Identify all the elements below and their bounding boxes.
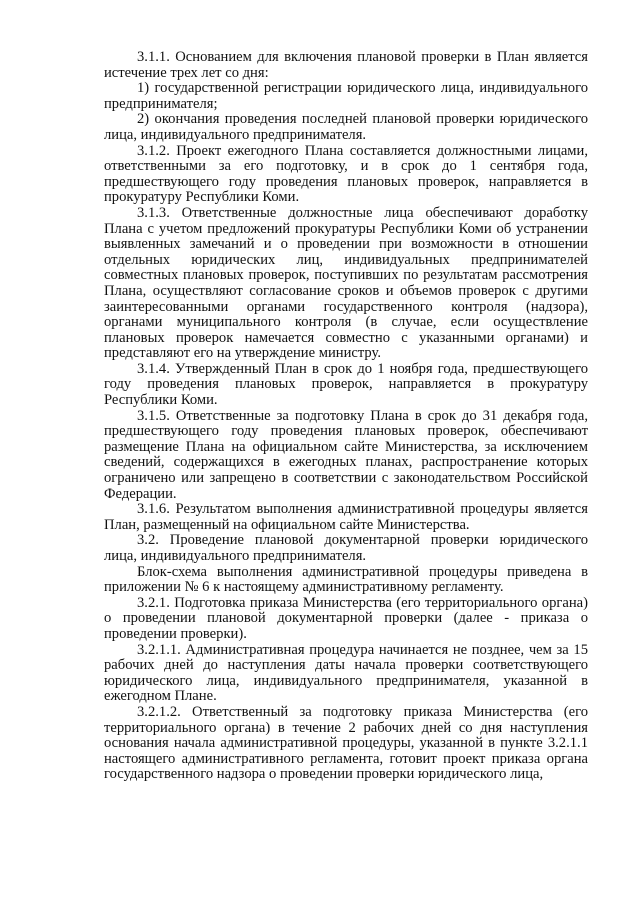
paragraph-3-2: 3.2. Проведение плановой документарной проверки юридического лица, индивидуального предпринимателя. bbox=[104, 532, 588, 564]
paragraph-3-1-5: 3.1.5. Ответственные за подготовку Плана в срок до 31 декабря года, предшествующего году проведения плановых проверок, обеспечивают размещение Плана на официальном сайте Министерства, за исключением сведений, содержащихся в ежегодных планах, распространение которых ограничено или запрещено в соответствии с законодательством Российской Федерации. bbox=[104, 407, 588, 502]
paragraph-3-1-2: 3.1.2. Проект ежегодного Плана составляется должностными лицами, ответственными за его подготовку, и в срок до 1 сентября года, предшествующего году проведения плановых проверок, направляется в прокуратуру Республики Коми. bbox=[104, 142, 588, 206]
paragraph-3-1-1: 3.1.1. Основанием для включения плановой проверки в План является истечение трех лет со дня: bbox=[104, 49, 588, 81]
paragraph-3-1-4: 3.1.4. Утвержденный План в срок до 1 ноября года, предшествующего году проведения плановых проверок, направляется в прокуратуру Республики Коми. bbox=[104, 360, 588, 409]
paragraph-3-2-1-1: 3.2.1.1. Административная процедура начинается не позднее, чем за 15 рабочих дней до наступления даты начала проверки соответствующего юридического лица, индивидуального предпринимателя, указанной в ежегодном Плане. bbox=[104, 641, 588, 705]
paragraph-item-2: 2) окончания проведения последней плановой проверки юридического лица, индивидуального предпринимателя. bbox=[104, 111, 588, 143]
paragraph-3-1-3: 3.1.3. Ответственные должностные лица обеспечивают доработку Плана с учетом предложений прокуратуры Республики Коми об устранении выявленных замечаний и о проведении при возможности в отношении отдельных юридических лиц, индивидуальных предпринимателей совместных плановых проверок, поступивших по результатам рассмотрения Плана, осуществляют согласование сроков и объемов проверок с другими заинтересованными органами государственного контроля (надзора), органами муниципального контроля (в случае, если осуществление плановых проверок намечается совместно с указанными органами) и представляют его на утверждение министру. bbox=[104, 204, 588, 362]
paragraph-item-1: 1) государственной регистрации юридического лица, индивидуального предпринимателя; bbox=[104, 80, 588, 112]
paragraph-3-1-6: 3.1.6. Результатом выполнения административной процедуры является План, размещенный на официальном сайте Министерства. bbox=[104, 501, 588, 533]
paragraph-block-scheme: Блок-схема выполнения административной процедуры приведена в приложении № 6 к настоящему административному регламенту. bbox=[104, 563, 588, 596]
paragraph-3-2-1: 3.2.1. Подготовка приказа Министерства (его территориального органа) о проведении плановой документарной проверки (далее - приказа о проведении проверки). bbox=[104, 594, 588, 642]
document-page bbox=[104, 50, 588, 783]
paragraph-3-2-1-2: 3.2.1.2. Ответственный за подготовку приказа Министерства (его территориального органа) в течение 2 рабочих дней со дня наступления основания начала административной процедуры, указанной в пункте 3.2.1.1 настоящего административного регламента, готовит проект приказа органа государственного надзора о проведении проверки юридического лица, bbox=[104, 703, 588, 783]
